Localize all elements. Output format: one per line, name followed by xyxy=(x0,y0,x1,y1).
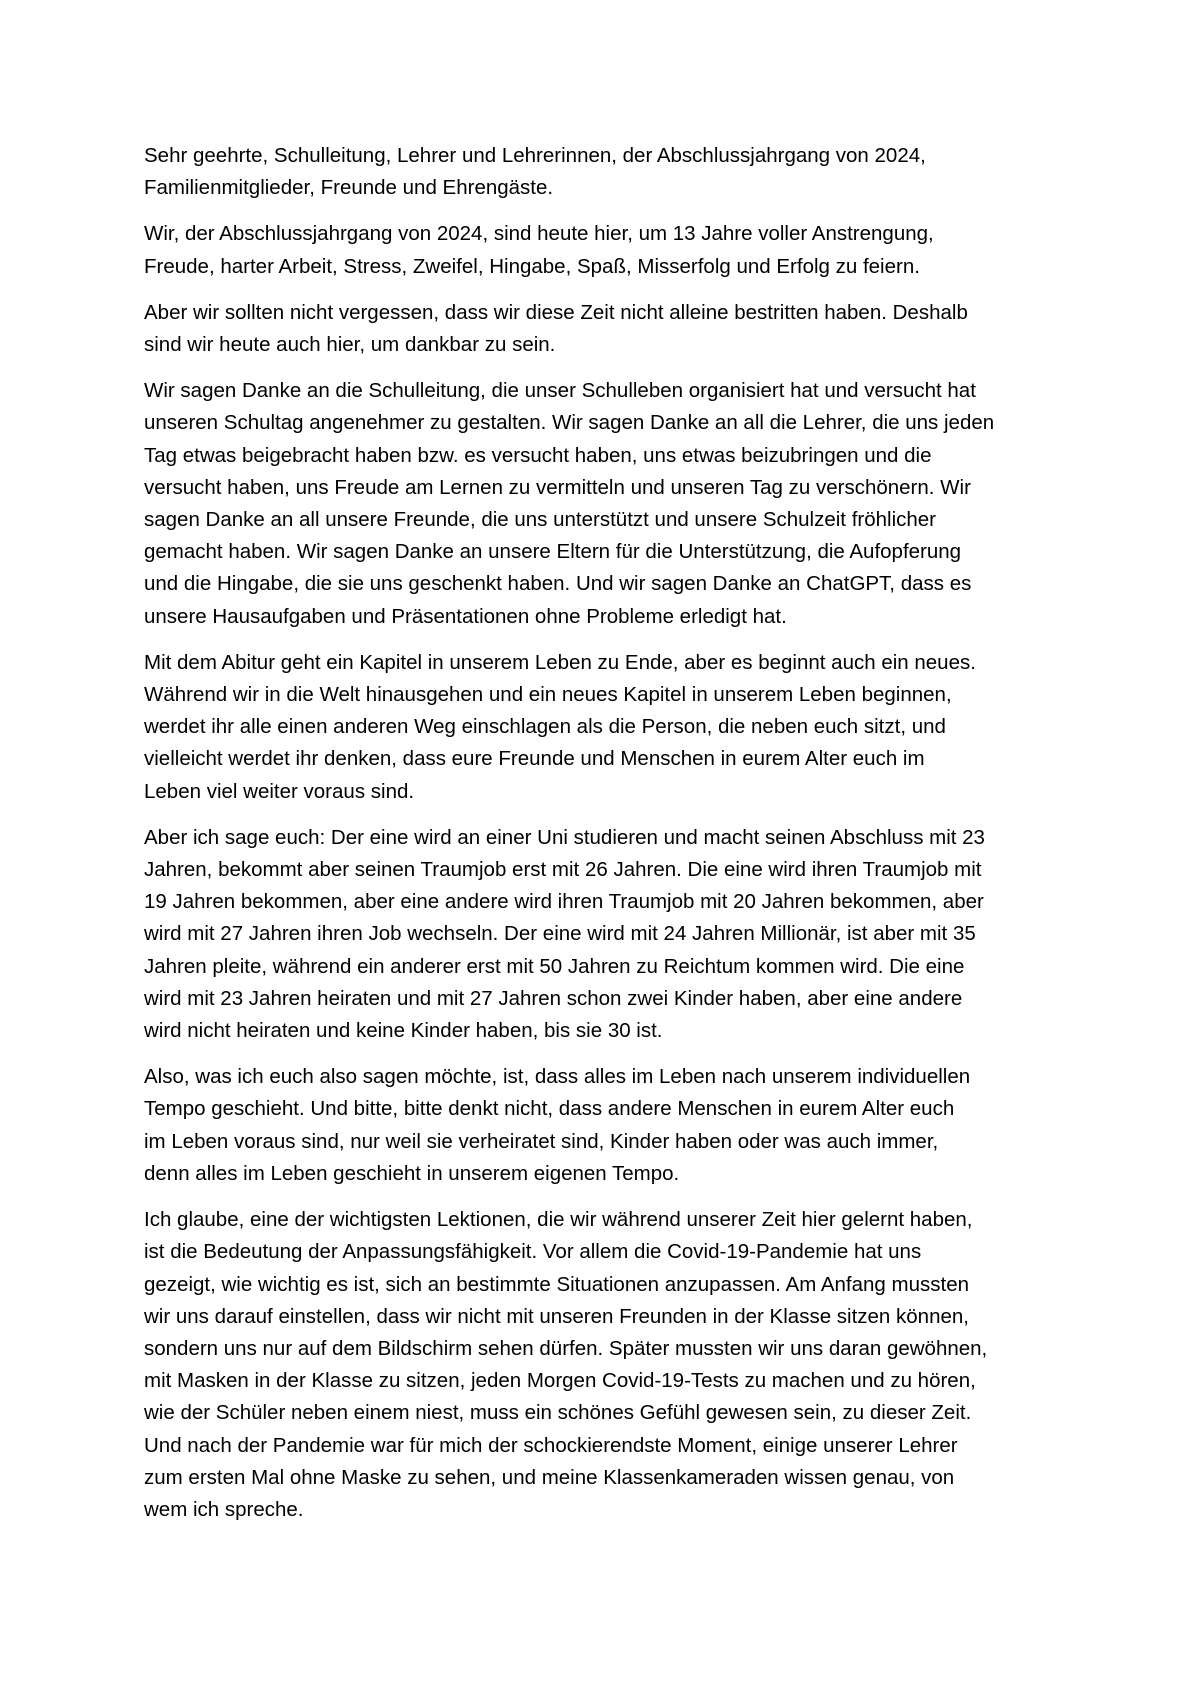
paragraph-celebration: Wir, der Abschlussjahrgang von 2024, sind heute hier, um 13 Jahre voller Anstrengung, Freude, harter Arbeit, Stress, Zweifel, Hingabe, Spaß, Misserfolg und Erfolg zu feiern. xyxy=(144,222,934,278)
paragraph-new-chapter: Mit dem Abitur geht ein Kapitel in unserem Leben zu Ende, aber es beginnt auch ein neues. Während wir in die Welt hinausgehen und ein neues Kapitel in unserem Leben beginnen, werdet ihr alle einen anderen Weg einschlagen als die Person, die neben euch sitzt, und vielleicht werdet ihr denken, dass eure Freunde und Menschen in eurem Alter euch im Leben viel weiter voraus sind. xyxy=(144,650,976,803)
paragraph-greeting: Sehr geehrte, Schulleitung, Lehrer und Lehrerinnen, der Abschlussjahrgang von 2024, Familienmitglieder, Freunde und Ehrengäste. xyxy=(144,144,926,200)
paragraph-examples: Aber ich sage euch: Der eine wird an einer Uni studieren und macht seinen Abschluss mit 23 Jahren, bekommt aber seinen Traumjob erst mit 26 Jahren. Die eine wird ihren Traumjob mit 19 Jahren bekommen, aber eine andere wird ihren Traumjob mit 20 Jahren bekommen, aber wird mit 27 Jahren ihren Job wechseln. Der eine wird mit 24 Jahren Millionär, ist aber mit 35 Jahren pleite, während ein anderer erst mit 50 Jahren zu Reichtum kommen wird. Die eine wird mit 23 Jahren heiraten und mit 27 Jahren schon zwei Kinder haben, aber eine andere wird nicht heiraten und keine Kinder haben, bis sie 30 ist. xyxy=(144,825,985,1043)
paragraph-adaptability: Ich glaube, eine der wichtigsten Lektionen, die wir während unserer Zeit hier gelernt haben, ist die Bedeutung der Anpassungsfähigkeit. Vor allem die Covid-19-Pandemie hat uns gezeigt, wie wichtig es ist, sich an bestimmte Situationen anzupassen. Am Anfang mussten wir uns darauf einstellen, dass wir nicht mit unseren Freunden in der Klasse sitzen können, sondern uns nur auf dem Bildschirm sehen dürfen. Später mussten wir uns daran gewöhnen, mit Masken in der Klasse zu sitzen, jeden Morgen Covid-19-Tests zu machen und zu hören, wie der Schüler neben einem niest, muss ein schönes Gefühl gewesen sein, zu dieser Zeit. Und nach der Pandemie war für mich der schockierendste Moment, einige unserer Lehrer zum ersten Mal ohne Maske zu sehen, und meine Klassenkameraden wissen genau, von wem ich spreche. xyxy=(144,1208,988,1521)
document-body xyxy=(144,140,1084,1540)
paragraph-thanks: Wir sagen Danke an die Schulleitung, die unser Schulleben organisiert hat und versucht hat unseren Schultag angenehmer zu gestalten. Wir sagen Danke an all die Lehrer, die uns jeden Tag etwas beigebracht haben bzw. es versucht haben, uns etwas beizubringen und die versucht haben, uns Freude am Lernen zu vermitteln und unseren Tag zu verschönern. Wir sagen Danke an all unsere Freunde, die uns unterstützt und unsere Schulzeit fröhlicher gemacht haben. Wir sagen Danke an unsere Eltern für die Unterstützung, die Aufopferung und die Hingabe, die sie uns geschenkt haben. Und wir sagen Danke an ChatGPT, dass es unsere Hausaufgaben und Präsentationen ohne Probleme erledigt hat. xyxy=(144,379,995,628)
paragraph-gratitude-intro: Aber wir sollten nicht vergessen, dass wir diese Zeit nicht alleine bestritten haben. Deshalb sind wir heute auch hier, um dankbar zu sein. xyxy=(144,300,968,357)
paragraph-own-tempo: Also, was ich euch also sagen möchte, ist, dass alles im Leben nach unserem individuellen Tempo geschieht. Und bitte, bitte denkt nicht, dass andere Menschen in eurem Alter euch im Leben voraus sind, nur weil sie verheiratet sind, Kinder haben oder was auch immer, denn alles im Leben geschieht in unserem eigenen Tempo. xyxy=(144,1065,971,1185)
